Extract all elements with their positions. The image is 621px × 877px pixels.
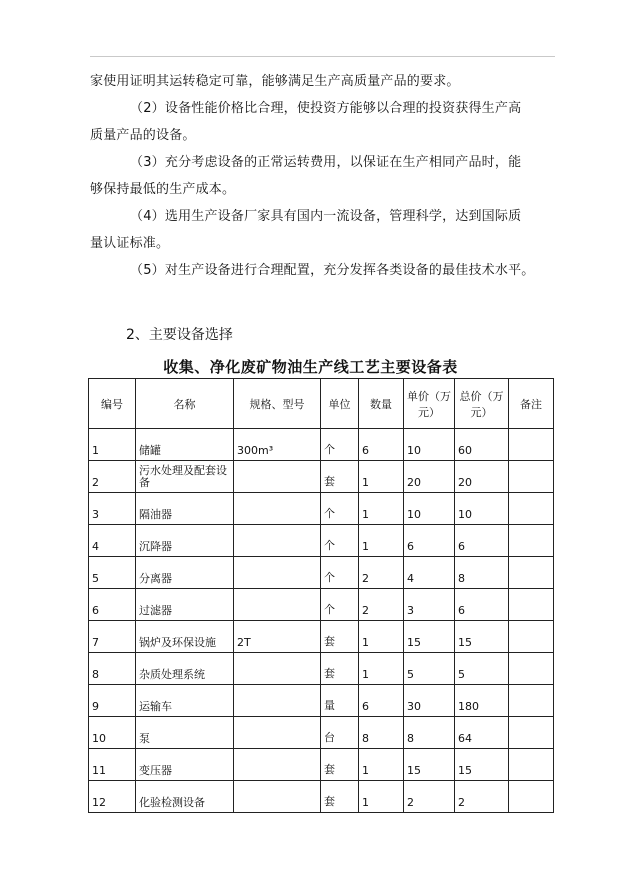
table-cell: 6 bbox=[359, 685, 404, 717]
table-cell bbox=[509, 589, 554, 621]
table-cell bbox=[509, 493, 554, 525]
table-cell: 台 bbox=[321, 717, 359, 749]
table-cell: 个 bbox=[321, 493, 359, 525]
paragraph-line: （3）充分考虑设备的正常运转费用，以保证在生产相同产品时，能 bbox=[130, 155, 522, 170]
table-cell: 2 bbox=[89, 461, 136, 493]
table-cell: 套 bbox=[321, 621, 359, 653]
table-cell: 1 bbox=[359, 749, 404, 781]
table-cell: 5 bbox=[455, 653, 509, 685]
table-cell: 个 bbox=[321, 429, 359, 461]
table-cell: 套 bbox=[321, 749, 359, 781]
table-cell: 1 bbox=[359, 653, 404, 685]
table-cell bbox=[234, 717, 321, 749]
table-cell: 6 bbox=[404, 525, 455, 557]
table-cell bbox=[509, 781, 554, 813]
table-row bbox=[89, 589, 554, 621]
header-cell: 单价（万元） bbox=[404, 379, 455, 429]
header-cell: 备注 bbox=[509, 379, 554, 429]
table-cell: 6 bbox=[359, 429, 404, 461]
table-cell bbox=[509, 621, 554, 653]
table-cell: 1 bbox=[359, 621, 404, 653]
table-cell bbox=[234, 749, 321, 781]
header-cell: 名称 bbox=[136, 379, 234, 429]
table-cell: 3 bbox=[404, 589, 455, 621]
table-cell: 1 bbox=[359, 525, 404, 557]
table-row bbox=[89, 653, 554, 685]
table-cell: 个 bbox=[321, 589, 359, 621]
table-cell: 180 bbox=[455, 685, 509, 717]
table-row bbox=[89, 781, 554, 813]
table-cell: 15 bbox=[404, 621, 455, 653]
header-cell: 数量 bbox=[359, 379, 404, 429]
table-cell bbox=[509, 717, 554, 749]
table-cell bbox=[234, 685, 321, 717]
table-cell: 2 bbox=[455, 781, 509, 813]
section-heading: 2、主要设备选择 bbox=[126, 327, 233, 343]
table-cell: 分离器 bbox=[136, 557, 234, 589]
table-cell: 8 bbox=[404, 717, 455, 749]
paragraph-line: 量认证标准。 bbox=[90, 236, 170, 251]
paragraph-line: （4）选用生产设备厂家具有国内一流设备，管理科学，达到国际质 bbox=[130, 209, 522, 224]
table-cell: 1 bbox=[359, 781, 404, 813]
table-cell: 8 bbox=[455, 557, 509, 589]
table-cell: 15 bbox=[455, 621, 509, 653]
table-cell: 2T bbox=[234, 621, 321, 653]
table-row bbox=[89, 461, 554, 493]
table-cell: 20 bbox=[455, 461, 509, 493]
table-cell: 5 bbox=[404, 653, 455, 685]
paragraph-line: （2）设备性能价格比合理，使投资方能够以合理的投资获得生产高 bbox=[130, 101, 522, 116]
table-cell bbox=[509, 525, 554, 557]
table-cell: 量 bbox=[321, 685, 359, 717]
table-cell: 运输车 bbox=[136, 685, 234, 717]
paragraph-line: 质量产品的设备。 bbox=[90, 128, 196, 143]
table-cell: 6 bbox=[89, 589, 136, 621]
table-title: 收集、净化废矿物油生产线工艺主要设备表 bbox=[163, 358, 458, 376]
table-cell: 变压器 bbox=[136, 749, 234, 781]
table-row bbox=[89, 749, 554, 781]
table-cell bbox=[234, 653, 321, 685]
table-cell: 过滤器 bbox=[136, 589, 234, 621]
table-cell: 15 bbox=[404, 749, 455, 781]
table-cell bbox=[234, 589, 321, 621]
table-cell: 个 bbox=[321, 525, 359, 557]
table-cell: 杂质处理系统 bbox=[136, 653, 234, 685]
table-cell: 8 bbox=[359, 717, 404, 749]
table-cell: 300m³ bbox=[234, 429, 321, 461]
table-cell: 2 bbox=[404, 781, 455, 813]
table-cell: 6 bbox=[455, 589, 509, 621]
table-cell: 10 bbox=[89, 717, 136, 749]
table-cell: 1 bbox=[89, 429, 136, 461]
paragraph-line: 够保持最低的生产成本。 bbox=[90, 182, 236, 197]
table-cell: 64 bbox=[455, 717, 509, 749]
header-rule bbox=[90, 56, 555, 57]
table-cell: 6 bbox=[455, 525, 509, 557]
table-row bbox=[89, 429, 554, 461]
table-cell bbox=[234, 557, 321, 589]
table-cell: 个 bbox=[321, 557, 359, 589]
table-cell: 5 bbox=[89, 557, 136, 589]
table-cell: 化验检测设备 bbox=[136, 781, 234, 813]
header-cell: 规格、型号 bbox=[234, 379, 321, 429]
table-cell: 隔油器 bbox=[136, 493, 234, 525]
table-cell: 1 bbox=[359, 493, 404, 525]
table-cell: 泵 bbox=[136, 717, 234, 749]
table-cell: 套 bbox=[321, 653, 359, 685]
header-cell: 单位 bbox=[321, 379, 359, 429]
table-cell: 9 bbox=[89, 685, 136, 717]
table-cell bbox=[234, 781, 321, 813]
table-cell: 10 bbox=[404, 429, 455, 461]
table-cell: 2 bbox=[359, 557, 404, 589]
table-cell: 60 bbox=[455, 429, 509, 461]
table-cell: 套 bbox=[321, 781, 359, 813]
table-row bbox=[89, 685, 554, 717]
table-cell: 沉降器 bbox=[136, 525, 234, 557]
table-cell bbox=[234, 525, 321, 557]
table-cell: 2 bbox=[359, 589, 404, 621]
table-cell: 4 bbox=[404, 557, 455, 589]
table-row bbox=[89, 493, 554, 525]
table-cell: 8 bbox=[89, 653, 136, 685]
paragraph-line: 家使用证明其运转稳定可靠，能够满足生产高质量产品的要求。 bbox=[90, 74, 460, 89]
table-cell: 套 bbox=[321, 461, 359, 493]
table-cell: 20 bbox=[404, 461, 455, 493]
table-cell bbox=[509, 461, 554, 493]
table-row bbox=[89, 621, 554, 653]
table-cell bbox=[509, 429, 554, 461]
table-cell: 3 bbox=[89, 493, 136, 525]
table-cell bbox=[234, 461, 321, 493]
header-cell: 编号 bbox=[89, 379, 136, 429]
table-cell: 12 bbox=[89, 781, 136, 813]
table-cell bbox=[509, 685, 554, 717]
table-body bbox=[89, 429, 554, 813]
table-cell bbox=[509, 557, 554, 589]
table-row bbox=[89, 717, 554, 749]
table-cell: 10 bbox=[404, 493, 455, 525]
table-header-row bbox=[89, 379, 554, 429]
table-cell: 30 bbox=[404, 685, 455, 717]
table-cell: 污水处理及配套设备 bbox=[136, 461, 234, 493]
table-row bbox=[89, 525, 554, 557]
table-cell: 1 bbox=[359, 461, 404, 493]
table-cell: 11 bbox=[89, 749, 136, 781]
table-cell bbox=[509, 749, 554, 781]
table-cell bbox=[234, 493, 321, 525]
table-cell bbox=[509, 653, 554, 685]
table-cell: 储罐 bbox=[136, 429, 234, 461]
table-cell: 7 bbox=[89, 621, 136, 653]
table-cell: 10 bbox=[455, 493, 509, 525]
table-cell: 锅炉及环保设施 bbox=[136, 621, 234, 653]
table-cell: 15 bbox=[455, 749, 509, 781]
equipment-table bbox=[88, 378, 554, 813]
table-row bbox=[89, 557, 554, 589]
header-cell: 总价（万元） bbox=[455, 379, 509, 429]
paragraph-line: （5）对生产设备进行合理配置，充分发挥各类设备的最佳技术水平。 bbox=[130, 263, 535, 278]
table-cell: 4 bbox=[89, 525, 136, 557]
